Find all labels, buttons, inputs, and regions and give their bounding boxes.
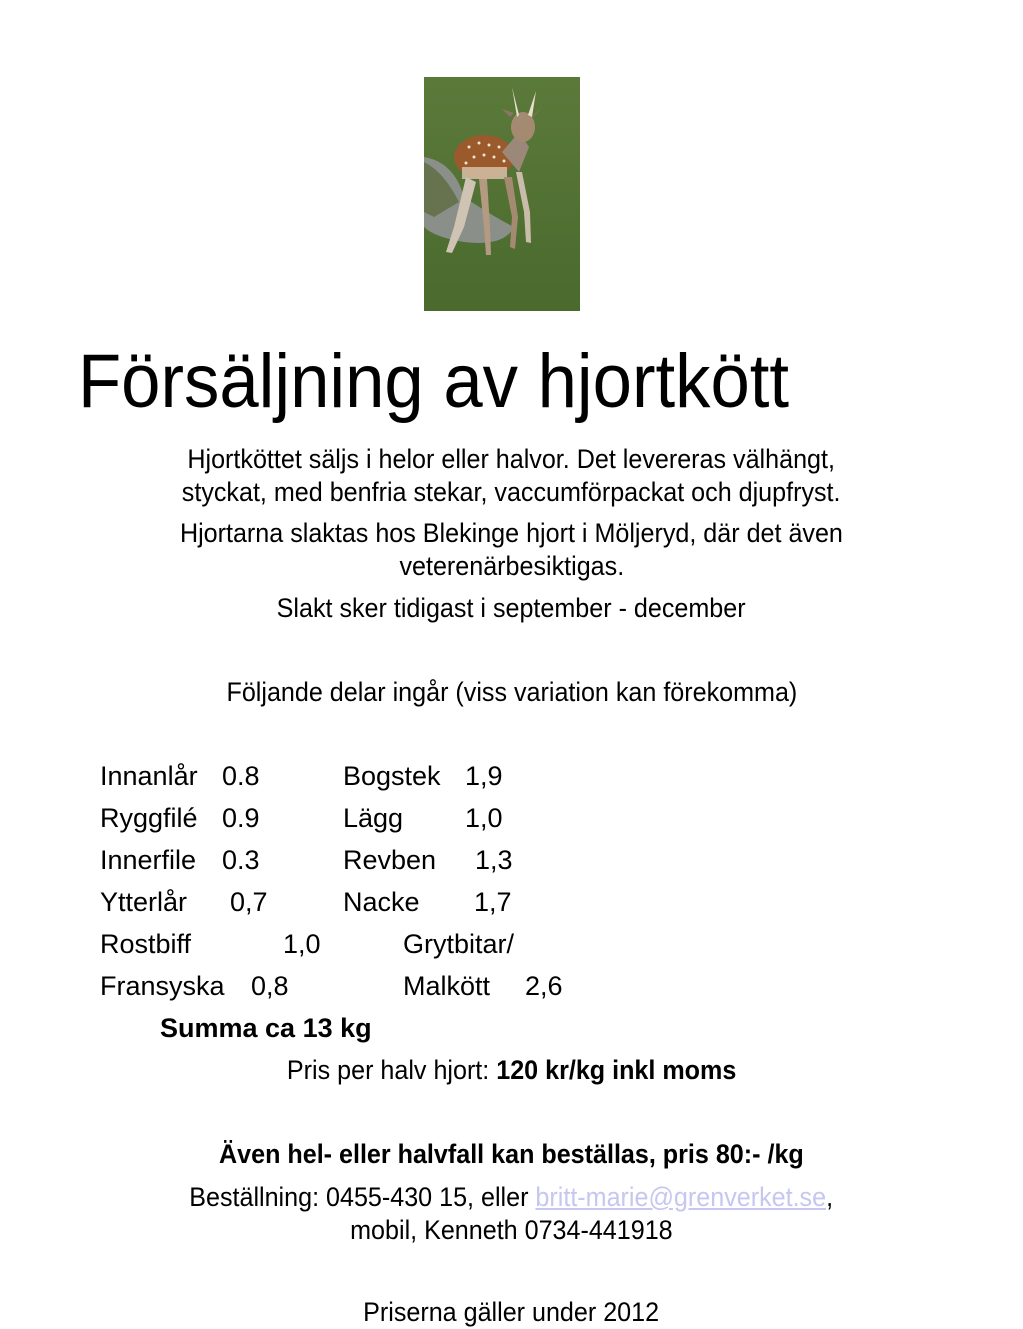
price-line xyxy=(0,1054,1023,1087)
part-name: Nacke xyxy=(343,887,420,917)
part-name: Malkött xyxy=(403,971,491,1001)
price-validity: Priserna gäller under 2012 xyxy=(363,1297,660,1327)
part-name: Ryggfilé xyxy=(100,803,198,833)
order-prefix: Beställning: 0455-430 15, eller xyxy=(189,1182,536,1212)
intro-line-2: styckat, med benfria stekar, vaccumförpackat och djupfryst. xyxy=(182,477,841,507)
part-weight: 0.8 xyxy=(222,761,260,791)
intro-line-3: Hjortarna slaktas hos Blekinge hjort i Möljeryd, där det även xyxy=(180,518,843,548)
order-suffix: , xyxy=(826,1182,834,1212)
price-label: Pris per halv hjort: xyxy=(286,1055,497,1085)
part-weight: 2,6 xyxy=(525,971,563,1001)
part-weight: 1,0 xyxy=(283,929,321,959)
part-weight: 1,9 xyxy=(465,761,503,791)
part-weight: 0,8 xyxy=(251,971,289,1001)
parts-heading: Följande delar ingår (viss variation kan förekomma) xyxy=(226,677,797,707)
total-weight: Summa ca 13 kg xyxy=(160,1013,372,1043)
part-name: Revben xyxy=(343,845,437,875)
order-mobile: mobil, Kenneth 0734-441918 xyxy=(350,1215,673,1245)
part-name: Ytterlår xyxy=(100,887,188,917)
part-weight: 0.9 xyxy=(222,803,260,833)
part-name: Innanlår xyxy=(100,761,198,791)
deer-image xyxy=(424,77,580,311)
slaughter-period: Slakt sker tidigast i september - december xyxy=(277,593,746,623)
part-name: Bogstek xyxy=(343,761,441,791)
part-weight: 1,0 xyxy=(465,803,503,833)
part-name: Rostbiff xyxy=(100,929,192,959)
part-weight: 1,7 xyxy=(474,887,512,917)
part-weight: 1,3 xyxy=(475,845,513,875)
part-name: Lägg xyxy=(343,803,404,833)
intro-line-4: veterenärbesiktigas. xyxy=(399,551,624,581)
part-name: Innerfile xyxy=(100,845,197,875)
part-weight: 0.3 xyxy=(222,845,260,875)
part-name: Grytbitar/ xyxy=(403,929,515,959)
whole-carcass-offer: Även hel- eller halvfall kan beställas, pris 80:- /kg xyxy=(219,1139,804,1169)
order-line xyxy=(0,1181,1023,1214)
intro-line-1: Hjortköttet säljs i helor eller halvor. Det levereras välhängt, xyxy=(187,444,836,474)
page-title: Försäljning av hjortkött xyxy=(78,339,790,424)
deer-photo xyxy=(424,77,580,311)
price-value: 120 kr/kg inkl moms xyxy=(496,1055,737,1085)
part-weight: 0,7 xyxy=(230,887,268,917)
email-link[interactable]: britt-marie@grenverket.se xyxy=(535,1182,827,1212)
part-name: Fransyska xyxy=(100,971,225,1001)
